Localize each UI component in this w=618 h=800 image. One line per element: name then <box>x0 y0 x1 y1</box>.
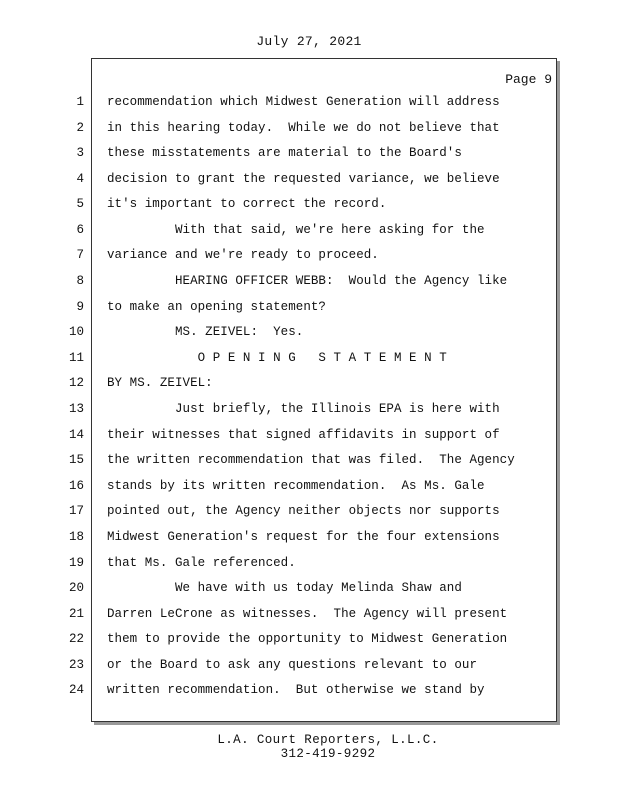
line-number: 15 <box>68 453 84 467</box>
line-text: these misstatements are material to the Board's <box>107 146 462 160</box>
line-number: 13 <box>68 402 84 416</box>
line-number: 1 <box>76 95 84 109</box>
line-text: Midwest Generation's request for the four extensions <box>107 530 500 544</box>
line-text: recommendation which Midwest Generation will address <box>107 95 500 109</box>
line-text: decision to grant the requested variance, we believe <box>107 172 500 186</box>
line-number: 22 <box>68 632 84 646</box>
line-text: We have with us today Melinda Shaw and <box>107 581 462 595</box>
line-text: O P E N I N G S T A T E M E N T <box>107 351 447 365</box>
page-number: Page 9 <box>505 72 552 87</box>
line-number: 16 <box>68 479 84 493</box>
line-number: 4 <box>76 172 84 186</box>
line-number: 18 <box>68 530 84 544</box>
reporter-phone: 312-419-9292 <box>280 747 376 761</box>
line-text: written recommendation. But otherwise we stand by <box>107 683 485 697</box>
line-number: 12 <box>68 376 84 390</box>
line-text: in this hearing today. While we do not believe that <box>107 121 500 135</box>
line-text: or the Board to ask any questions relevant to our <box>107 658 478 672</box>
line-text: pointed out, the Agency neither objects nor supports <box>107 504 500 518</box>
line-text: Darren LeCrone as witnesses. The Agency will present <box>107 607 508 621</box>
line-text: their witnesses that signed affidavits in support of <box>107 428 500 442</box>
reporter-company: L.A. Court Reporters, L.L.C. <box>217 733 439 747</box>
line-number: 14 <box>68 428 84 442</box>
line-number: 8 <box>76 274 84 288</box>
line-number: 7 <box>76 248 84 262</box>
line-number: 17 <box>68 504 84 518</box>
footer <box>0 733 618 761</box>
line-text: that Ms. Gale referenced. <box>107 556 296 570</box>
line-text: variance and we're ready to proceed. <box>107 248 379 262</box>
line-number: 10 <box>68 325 84 339</box>
line-number: 2 <box>76 121 84 135</box>
line-text: HEARING OFFICER WEBB: Would the Agency like <box>107 274 508 288</box>
line-number: 11 <box>68 351 84 365</box>
line-number: 19 <box>68 556 84 570</box>
line-text: it's important to correct the record. <box>107 197 387 211</box>
line-text: Just briefly, the Illinois EPA is here with <box>107 402 500 416</box>
line-text: them to provide the opportunity to Midwest Generation <box>107 632 508 646</box>
line-text: BY MS. ZEIVEL: <box>107 376 213 390</box>
transcript-date: July 27, 2021 <box>256 34 362 49</box>
line-number: 6 <box>76 223 84 237</box>
line-number: 24 <box>68 683 84 697</box>
line-number: 5 <box>76 197 84 211</box>
line-text: With that said, we're here asking for the <box>107 223 485 237</box>
line-number: 3 <box>76 146 84 160</box>
line-text: MS. ZEIVEL: Yes. <box>107 325 304 339</box>
line-text: the written recommendation that was filed. The Agency <box>107 453 515 467</box>
line-text: stands by its written recommendation. As Ms. Gale <box>107 479 485 493</box>
line-number: 21 <box>68 607 84 621</box>
line-number: 23 <box>68 658 84 672</box>
line-text: to make an opening statement? <box>107 300 326 314</box>
line-number: 9 <box>76 300 84 314</box>
line-number: 20 <box>68 581 84 595</box>
